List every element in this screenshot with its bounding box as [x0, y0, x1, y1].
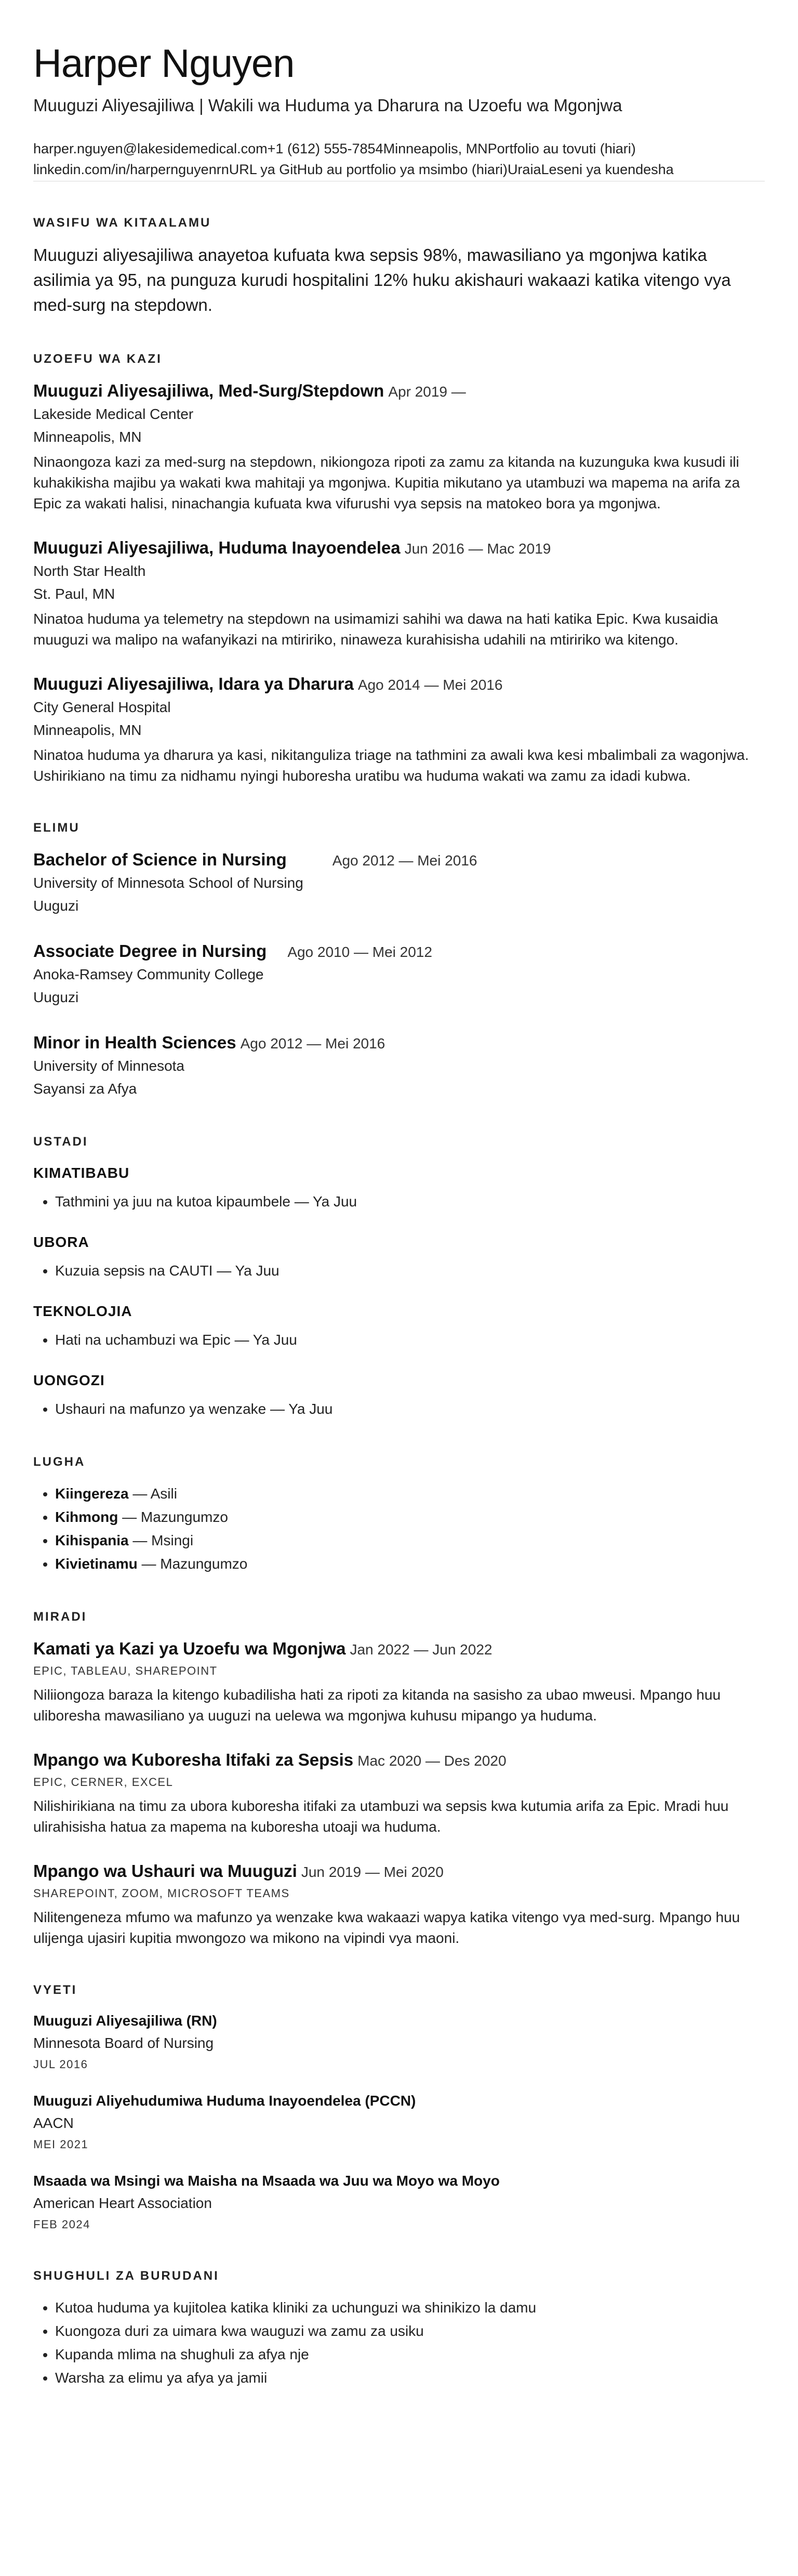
project-name: Mpango wa Ushauri wa Muuguzi — [33, 1861, 297, 1881]
project-dates: Mac 2020 — Des 2020 — [357, 1753, 507, 1769]
school-name: University of Minnesota — [33, 1058, 185, 1074]
certification-issuer: Minnesota Board of Nursing — [33, 2035, 214, 2051]
certification-date: MEI 2021 — [33, 2138, 89, 2151]
education-item — [33, 1031, 765, 1100]
contact-line-2 — [33, 159, 765, 180]
certification-issuer: AACN — [33, 2115, 74, 2131]
degree-title: Minor in Health Sciences — [33, 1033, 236, 1052]
language-level: — Mazungumzo — [137, 1556, 248, 1572]
experience-item — [33, 672, 765, 786]
skills-section — [33, 1135, 765, 1421]
education-dates: Ago 2012 — Mei 2016 — [240, 1035, 385, 1052]
skill-item: • Hati na uchambuzi wa Epic — Ya Juu — [55, 1328, 765, 1351]
summary-text: Muuguzi aliyesajiliwa anayetoa kufuata kwa sepsis 98%, mawasiliano ya mgonjwa katika asilimia ya 95, na punguza kurudi hospitalini 12% huku akishauri wakaazi katika vitengo vya med-surg na stepdown. — [33, 245, 731, 314]
license-text: Leseni ya kuendesha — [541, 162, 674, 177]
employer: City General Hospital — [33, 699, 171, 715]
certification-date: JUL 2016 — [33, 2058, 88, 2071]
project-tech: SHAREPOINT, ZOOM, MICROSOFT TEAMS — [33, 1887, 290, 1900]
certification-name: Msaada wa Msingi wa Maisha na Msaada wa Juu wa Moyo wa Moyo — [33, 2173, 500, 2189]
experience-item — [33, 536, 765, 650]
phone-text: +1 (612) 555-7854 — [267, 141, 383, 156]
experience-item — [33, 379, 765, 514]
experience-section — [33, 352, 765, 786]
job-location: St. Paul, MN — [33, 586, 115, 602]
section-title: LUGHA — [33, 1455, 86, 1469]
employer: North Star Health — [33, 563, 146, 579]
section-title: USTADI — [33, 1135, 88, 1149]
language-item — [55, 1529, 765, 1552]
project-description: Nilitengeneza mfumo wa mafunzo ya wenzake kwa wakaazi wapya katika vitengo vya med-surg. Mpango huu ulijenga ujasiri kupitia mwongozo wa mikono na vipindi vya maoni. — [33, 1909, 740, 1946]
section-title: WASIFU WA KITAALAMU — [33, 216, 211, 230]
project-dates: Jun 2019 — Mei 2020 — [301, 1864, 444, 1880]
degree-title: Bachelor of Science in Nursing — [33, 850, 287, 869]
location-text: Minneapolis, MN — [383, 141, 488, 156]
certification-item — [33, 2090, 765, 2154]
school-name: University of Minnesota School of Nursing — [33, 875, 303, 891]
project-item — [33, 1748, 765, 1837]
citizenship-text: Uraia — [507, 162, 541, 177]
project-description: Nilishirikiana na timu za ubora kuboresha itifaki za utambuzi wa sepsis kwa kutumia arifa za Epic. Mradi huu ulirahisisha hatua za mapema na kuboresha utoaji wa huduma. — [33, 1798, 729, 1835]
skill-category: KIMATIBABU — [33, 1165, 130, 1181]
language-name: Kihmong — [55, 1509, 118, 1525]
certification-issuer: American Heart Association — [33, 2195, 212, 2211]
certifications-section — [33, 1983, 765, 2235]
candidate-name: Harper Nguyen — [33, 42, 295, 86]
activity-item: • Kupanda mlima na shughuli za afya nje — [55, 2343, 765, 2366]
github-link[interactable]: URL ya GitHub au portfolio ya msimbo (hiari) — [229, 162, 508, 177]
project-tech: EPIC, CERNER, EXCEL — [33, 1776, 174, 1789]
language-item — [55, 1482, 765, 1505]
field-of-study: Sayansi za Afya — [33, 1081, 137, 1097]
section-title: VYETI — [33, 1983, 77, 1997]
linkedin-link[interactable]: linkedin.com/in/harpernguyenrn — [33, 162, 229, 177]
email-link[interactable]: harper.nguyen@lakesidemedical.com — [33, 141, 268, 156]
employer: Lakeside Medical Center — [33, 406, 194, 422]
contact-info — [33, 138, 765, 180]
project-dates: Jan 2022 — Jun 2022 — [350, 1641, 493, 1658]
job-dates: Jun 2016 — Mac 2019 — [404, 541, 551, 557]
projects-section — [33, 1610, 765, 1949]
degree-title: Associate Degree in Nursing — [33, 941, 267, 961]
skill-category: UONGOZI — [33, 1372, 105, 1388]
skill-group — [33, 1300, 765, 1351]
language-name: Kiingereza — [55, 1486, 129, 1502]
certification-name: Muuguzi Aliyesajiliwa (RN) — [33, 2013, 217, 2029]
job-title: Muuguzi Aliyesajiliwa, Huduma Inayoendelea — [33, 538, 401, 557]
skill-category: UBORA — [33, 1234, 89, 1250]
certification-item — [33, 2010, 765, 2074]
skill-category: TEKNOLOJIA — [33, 1303, 132, 1319]
activity-item: • Kutoa huduma ya kujitolea katika kliniki za uchunguzi wa shinikizo la damu — [55, 2296, 765, 2319]
project-description: Niliiongoza baraza la kitengo kubadilisha hati za ripoti za kitanda na sasisho za ubao mweusi. Mpango huu uliboresha mawasiliano ya uuguzi na uelewa wa mgonjwa kuhusu mipango ya huduma. — [33, 1687, 721, 1724]
job-title: Muuguzi Aliyesajiliwa, Idara ya Dharura — [33, 674, 354, 693]
project-name: Mpango wa Kuboresha Itifaki za Sepsis — [33, 1750, 354, 1769]
field-of-study: Uuguzi — [33, 898, 79, 914]
summary-section — [33, 216, 765, 318]
skill-item: • Ushauri na mafunzo ya wenzake — Ya Juu — [55, 1397, 765, 1421]
education-dates: Ago 2012 — Mei 2016 — [332, 852, 477, 869]
job-title: Muuguzi Aliyesajiliwa, Med-Surg/Stepdown — [33, 381, 384, 400]
job-description: Ninatoa huduma ya telemetry na stepdown na usimamizi sahihi wa dawa na hati katika Epic. Kwa kusaidia muuguzi wa malipo na wafanyikazi na mtiririko, ninaweza kurahisisha udahili na mtiririko wa kitengo. — [33, 611, 719, 648]
language-level: — Mazungumzo — [118, 1509, 228, 1525]
skill-item: • Kuzuia sepsis na CAUTI — Ya Juu — [55, 1259, 765, 1282]
activity-item: • Kuongoza duri za uimara kwa wauguzi wa zamu za usiku — [55, 2319, 765, 2343]
certification-item — [33, 2170, 765, 2235]
job-location: Minneapolis, MN — [33, 429, 142, 445]
project-item — [33, 1637, 765, 1726]
education-section — [33, 821, 765, 1100]
certification-name: Muuguzi Aliyehudumiwa Huduma Inayoendelea (PCCN) — [33, 2093, 416, 2109]
language-level: — Msingi — [128, 1532, 194, 1548]
section-title: SHUGHULI ZA BURUDANI — [33, 2269, 219, 2283]
skill-item: • Tathmini ya juu na kutoa kipaumbele — Ya Juu — [55, 1190, 765, 1213]
skill-group — [33, 1231, 765, 1282]
education-dates: Ago 2010 — Mei 2012 — [287, 944, 432, 960]
portfolio-link[interactable]: Portfolio au tovuti (hiari) — [487, 141, 636, 156]
language-item — [55, 1552, 765, 1575]
language-name: Kihispania — [55, 1532, 129, 1548]
project-tech: EPIC, TABLEAU, SHAREPOINT — [33, 1664, 218, 1677]
section-title: MIRADI — [33, 1610, 87, 1624]
certification-date: FEB 2024 — [33, 2218, 90, 2231]
education-item — [33, 939, 765, 1009]
job-dates: Apr 2019 — — [388, 384, 466, 400]
headline: Muuguzi Aliyesajiliwa | Wakili wa Huduma ya Dharura na Uzoefu wa Mgonjwa — [33, 96, 622, 115]
job-description: Ninatoa huduma ya dharura ya kasi, nikitanguliza triage na tathmini za awali kwa kesi mbalimbali za wagonjwa. Ushirikiano na timu za nidhamu nyingi huboresha uratibu wa huduma wakati wa zamu za idadi kubwa. — [33, 747, 749, 784]
language-level: — Asili — [128, 1486, 177, 1502]
activity-item: • Warsha za elimu ya afya ya jamii — [55, 2366, 765, 2389]
project-item — [33, 1859, 765, 1949]
school-name: Anoka-Ramsey Community College — [33, 966, 264, 982]
education-item — [33, 848, 765, 917]
skill-group — [33, 1369, 765, 1421]
languages-section — [33, 1455, 765, 1575]
job-description: Ninaongoza kazi za med-surg na stepdown, nikiongoza ripoti za zamu za kitanda na kuzunguka kwa kusudi ili kuhakikisha majibu ya wakati kwa mahitaji ya mgonjwa. Kupitia mikutano ya utambuzi wa mapema na arifa za Epic za wakati halisi, ninachangia kufuata kwa vifurushi vya sepsis na matokeo bora ya mgonjwa. — [33, 454, 740, 511]
job-location: Minneapolis, MN — [33, 722, 142, 738]
project-name: Kamati ya Kazi ya Uzoefu wa Mgonjwa — [33, 1639, 346, 1658]
section-title: ELIMU — [33, 821, 80, 835]
field-of-study: Uuguzi — [33, 989, 79, 1005]
language-name: Kivietinamu — [55, 1556, 138, 1572]
job-dates: Ago 2014 — Mei 2016 — [357, 677, 503, 693]
contact-line-1 — [33, 138, 765, 159]
language-item — [55, 1505, 765, 1529]
section-title: UZOEFU WA KAZI — [33, 352, 162, 366]
resume-header — [33, 41, 765, 181]
skill-group — [33, 1162, 765, 1213]
activities-section — [33, 2269, 765, 2389]
